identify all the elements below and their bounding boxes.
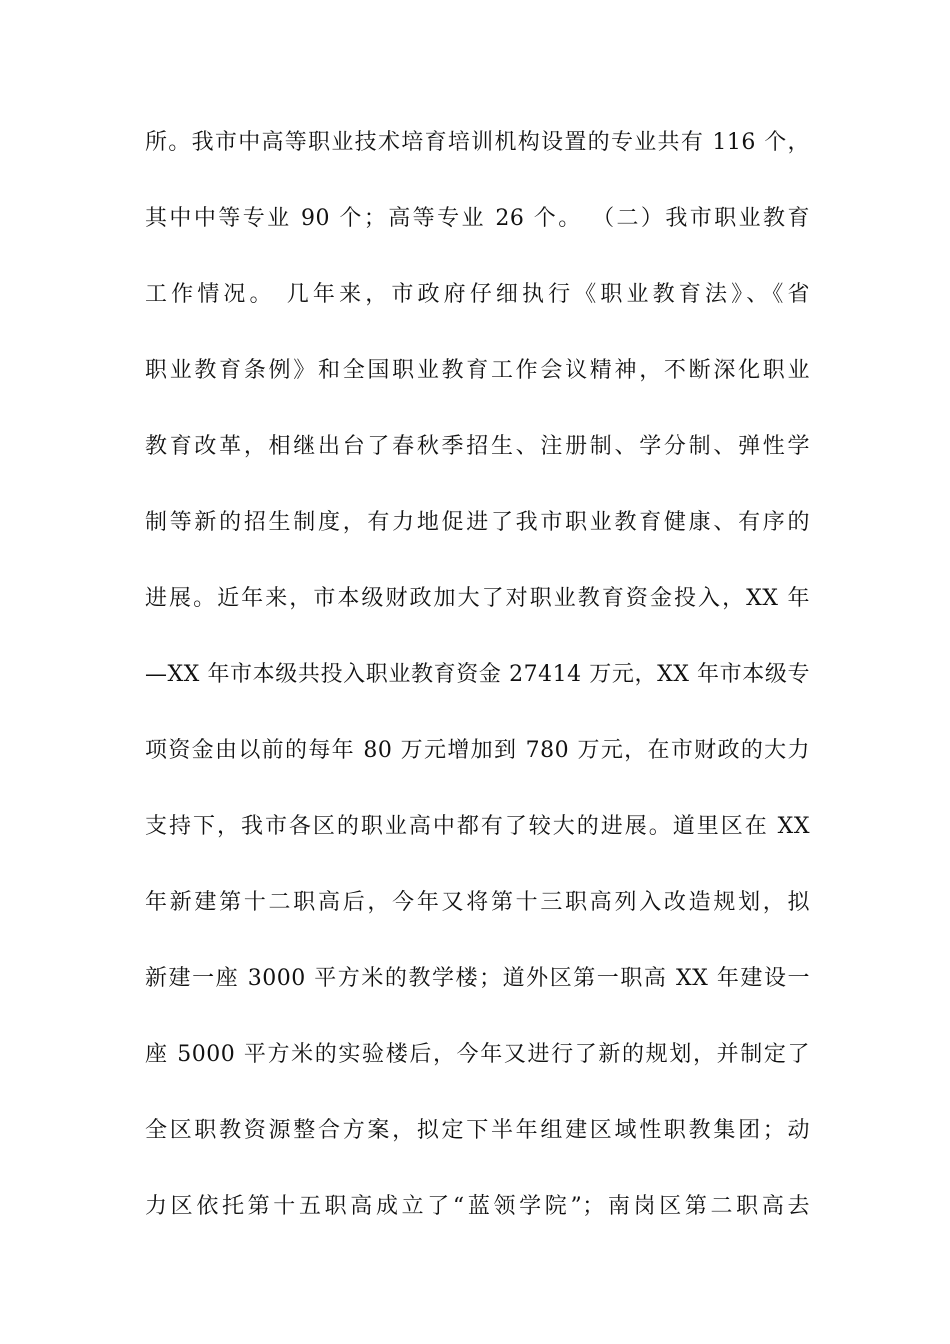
text-line: 项资金由以前的每年 80 万元增加到 780 万元，在市财政的大力 <box>145 738 810 763</box>
text-line: 其中中等专业 90 个；高等专业 26 个。 （二）我市职业教育 <box>145 206 810 231</box>
text-line: 座 5000 平方米的实验楼后，今年又进行了新的规划，并制定了 <box>145 1042 810 1067</box>
text-line: 进展。近年来，市本级财政加大了对职业教育资金投入，XX 年 <box>145 586 810 611</box>
body-text <box>145 118 810 1258</box>
text-line: 新建一座 3000 平方米的教学楼；道外区第一职高 XX 年建设一 <box>145 966 810 991</box>
text-line: 力区依托第十五职高成立了“蓝领学院”；南岗区第二职高去 <box>145 1194 810 1219</box>
text-line: 所。我市中高等职业技术培育培训机构设置的专业共有 116 个， <box>145 130 810 155</box>
text-line: 工作情况。 几年来，市政府仔细执行《职业教育法》、《省 <box>145 282 810 307</box>
text-line: 年新建第十二职高后，今年又将第十三职高列入改造规划，拟 <box>145 890 810 915</box>
text-line: 全区职教资源整合方案，拟定下半年组建区域性职教集团；动 <box>145 1118 810 1143</box>
text-line: 教育改革，相继出台了春秋季招生、注册制、学分制、弹性学 <box>145 434 810 459</box>
text-line: —XX 年市本级共投入职业教育资金 27414 万元，XX 年市本级专 <box>145 662 810 687</box>
text-line: 支持下，我市各区的职业高中都有了较大的进展。道里区在 XX <box>145 814 810 839</box>
text-line: 制等新的招生制度，有力地促进了我市职业教育健康、有序的 <box>145 510 810 535</box>
text-line: 职业教育条例》和全国职业教育工作会议精神，不断深化职业 <box>145 358 810 383</box>
